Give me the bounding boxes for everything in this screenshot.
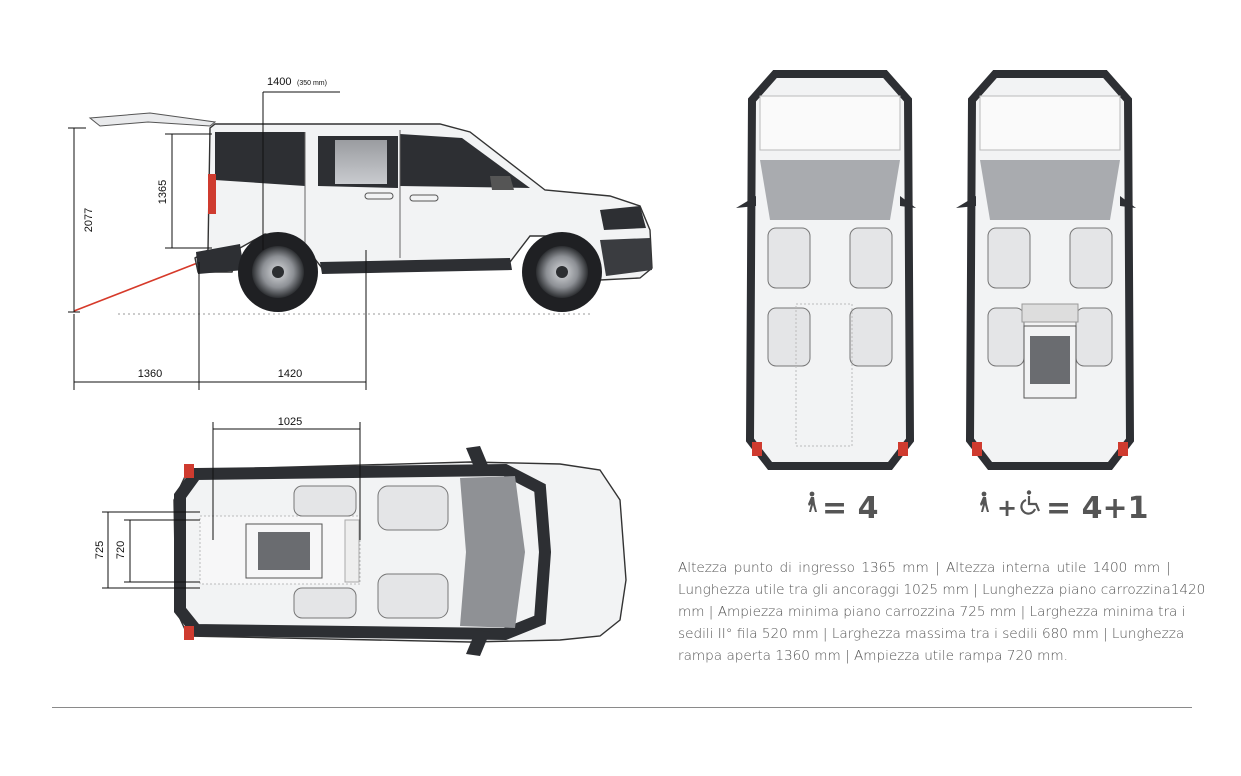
top-view [94, 416, 626, 656]
walking-person-icon [808, 492, 817, 512]
windscreen [460, 476, 525, 628]
walking-person-icon [980, 492, 989, 512]
mirror-left [956, 196, 976, 208]
plus-sign: + [997, 494, 1018, 522]
bottom-divider [52, 707, 1192, 708]
tail-light [752, 442, 762, 456]
open-tailgate [90, 113, 215, 126]
layout-4-plus-1-label: = 4+1 [1046, 491, 1149, 526]
ramp-line [74, 262, 200, 311]
dim-anchor-length: 1025 [277, 416, 303, 428]
windscreen [760, 160, 900, 220]
dim-floor-width: 725 [94, 540, 106, 560]
side-mirror [490, 176, 514, 190]
tail-light [898, 442, 908, 456]
seat-layout-4-plus-1 [956, 74, 1136, 466]
dim-interior-height: 1400 [267, 76, 292, 88]
rear-wheel [238, 232, 318, 312]
side-view [68, 76, 652, 390]
caption-line: sedili II° fila 520 mm | Larghezza massima tra i sedili 680 mm | Lunghezza [678, 626, 1185, 642]
ramp-area [345, 520, 359, 582]
sliding-door-glass [335, 140, 387, 184]
dim-interior-height-note: (350 mm) [297, 80, 327, 87]
tail-light [184, 464, 194, 478]
windscreen [980, 160, 1120, 220]
dim-entry-height: 1365 [157, 179, 169, 205]
dim-total-height: 2077 [83, 207, 95, 233]
layout-4-label: = 4 [822, 491, 879, 526]
tail-light [208, 174, 216, 214]
dim-ramp-length: 1360 [137, 368, 163, 380]
wheelchair-icon [1021, 490, 1039, 513]
ramp-area [1022, 304, 1078, 322]
dim-floor-length: 1420 [277, 368, 303, 380]
mirror-left [736, 196, 756, 208]
bonnet [760, 96, 900, 150]
seat-layout-4 [736, 74, 916, 466]
front-wheel [522, 232, 602, 312]
front-bumper [600, 238, 652, 276]
headlight [600, 206, 646, 230]
caption-line: rampa aperta 1360 mm | Ampiezza utile rampa 720 mm. [678, 648, 1068, 664]
tail-light [184, 626, 194, 640]
dim-ramp-width: 720 [115, 540, 127, 560]
rear-window [215, 132, 305, 186]
caption-line: Altezza punto di ingresso 1365 mm | Altezza interna utile 1400 mm | [678, 560, 1171, 576]
caption-line: Lunghezza utile tra gli ancoraggi 1025 mm | Lunghezza piano carrozzina1420 [678, 582, 1206, 598]
tail-light [1118, 442, 1128, 456]
tail-light [972, 442, 982, 456]
bonnet [980, 96, 1120, 150]
caption-line: mm | Ampiezza minima piano carrozzina 725 mm | Larghezza minima tra i [678, 604, 1186, 620]
